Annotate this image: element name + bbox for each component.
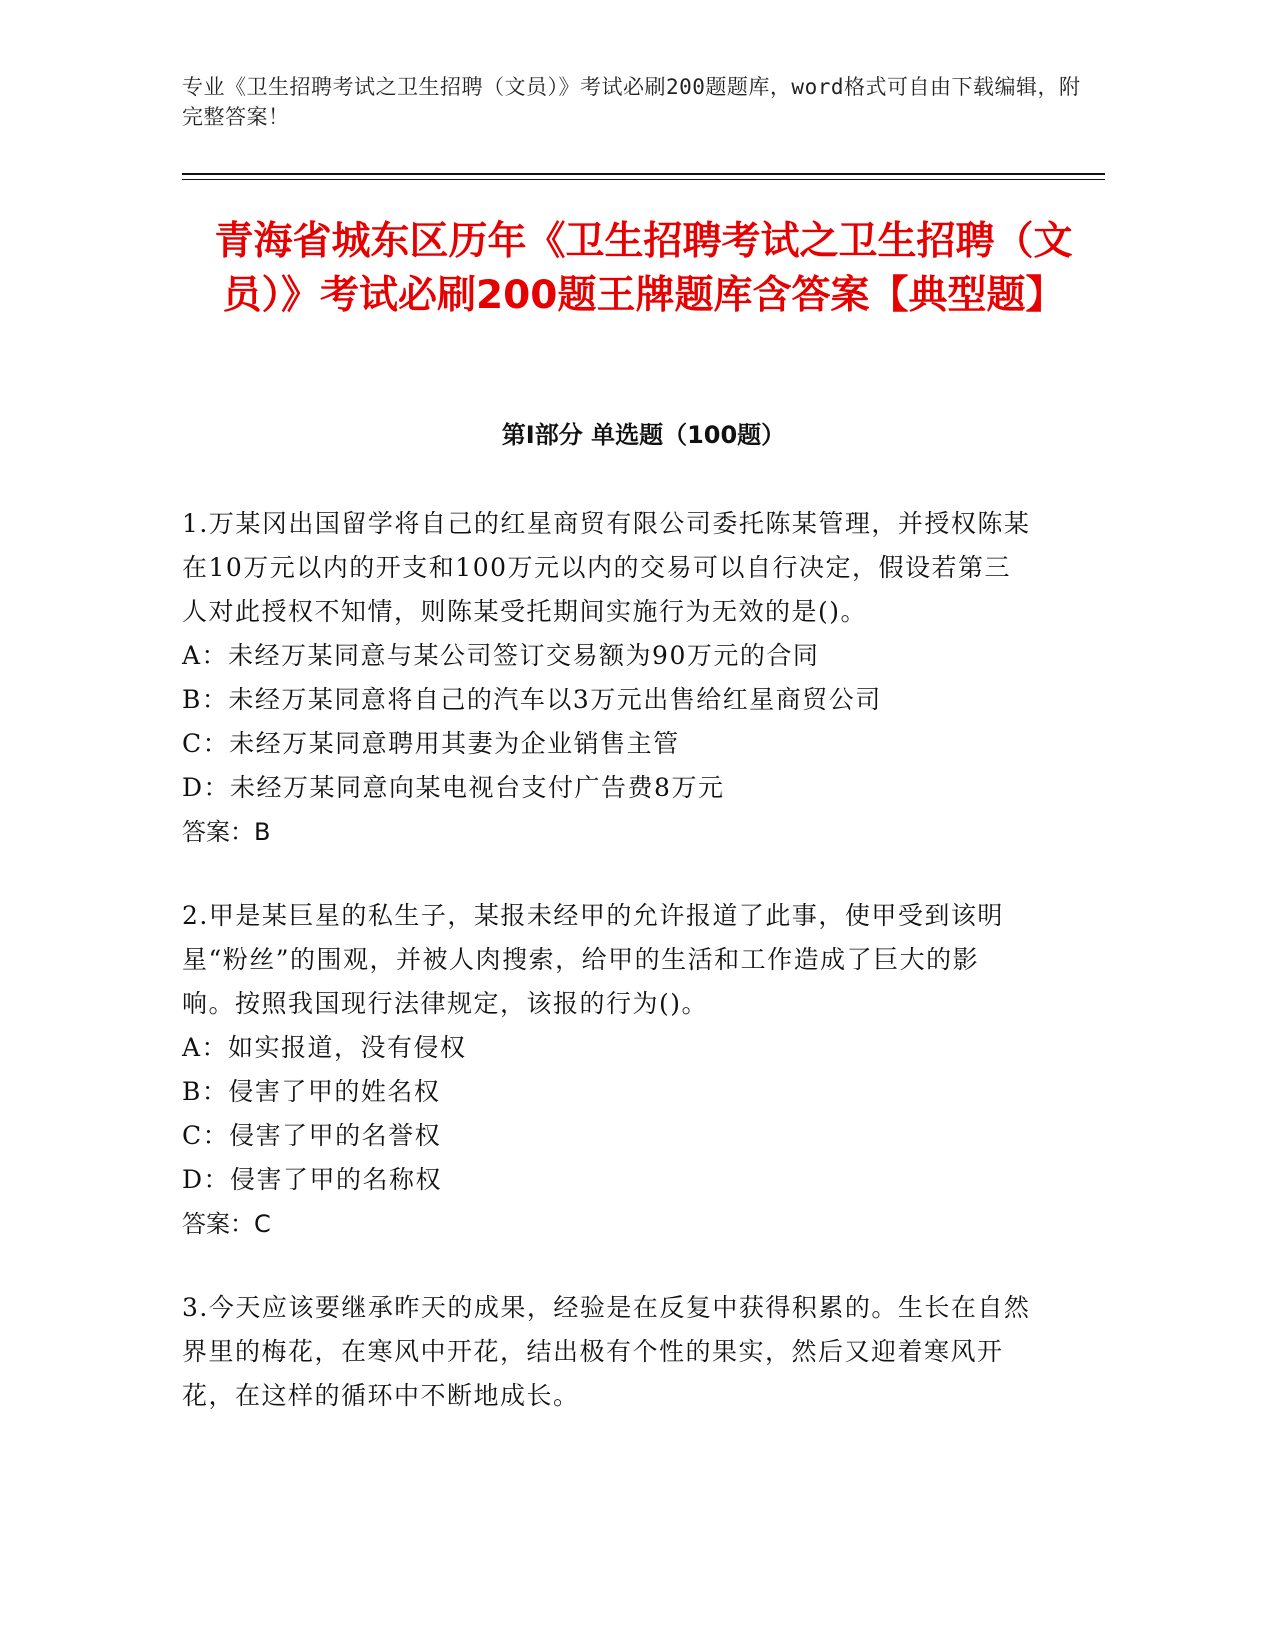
question-stem: 2.甲是某巨星的私生子，某报未经甲的允许报道了此事，使甲受到该明星“粉丝”的围观，并被人肉搜索，给甲的生活和工作造成了巨大的影响。按照我国现行法律规定，该报的行为()。 — [182, 901, 1004, 1018]
question-1 — [182, 502, 1032, 854]
answer-line: 答案：B — [182, 818, 271, 846]
document-title: 青海省城东区历年《卫生招聘考试之卫生招聘（文员）》考试必刷200题王牌题库含答案【典型题】 — [214, 219, 1073, 318]
header-divider-thin — [182, 179, 1105, 180]
option-a: A：如实报道，没有侵权 — [182, 1033, 467, 1062]
question-stem: 1.万某冈出国留学将自己的红星商贸有限公司委托陈某管理，并授权陈某在10万元以内的开支和100万元以内的交易可以自行决定，假设若第三人对此授权不知情，则陈某受托期间实施行为无效的是()。 — [182, 509, 1031, 626]
option-d: D：侵害了甲的名称权 — [182, 1165, 443, 1194]
section-heading: 第Ⅰ部分 单选题（100题） — [501, 421, 786, 449]
option-b: B：未经万某同意将自己的汽车以3万元出售给红星商贸公司 — [182, 685, 882, 714]
header-divider-thick — [182, 173, 1105, 175]
header-note: 专业《卫生招聘考试之卫生招聘（文员）》考试必刷200题题库，word格式可自由下载编辑，附完整答案！ — [182, 75, 1081, 129]
option-a: A：未经万某同意与某公司签订交易额为90万元的合同 — [182, 641, 820, 670]
option-c: C：侵害了甲的名誉权 — [182, 1121, 442, 1150]
question-stem: 3.今天应该要继承昨天的成果，经验是在反复中获得积累的。生长在自然界里的梅花，在寒风中开花，结出极有个性的果实，然后又迎着寒风开花，在这样的循环中不断地成长。 — [182, 1293, 1031, 1410]
answer-line: 答案：C — [182, 1210, 271, 1238]
option-d: D：未经万某同意向某电视台支付广告费8万元 — [182, 773, 725, 802]
option-c: C：未经万某同意聘用其妻为企业销售主管 — [182, 729, 680, 758]
option-b: B：侵害了甲的姓名权 — [182, 1077, 441, 1106]
question-3 — [182, 1286, 1032, 1418]
question-2 — [182, 894, 1032, 1246]
